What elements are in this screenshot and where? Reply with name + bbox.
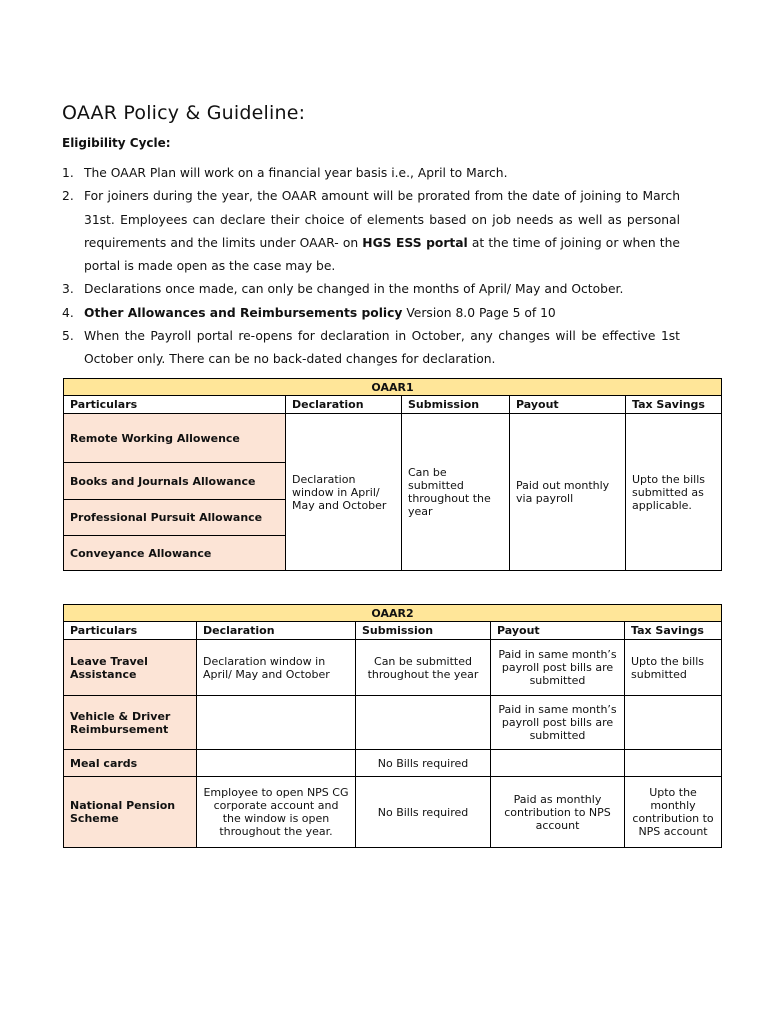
payout-cell: Paid out monthly via payroll [510,414,626,571]
column-header: Particulars [64,396,286,414]
list-number: 5. [62,329,74,344]
list-text: Version 8.0 Page 5 of 10 [402,305,556,320]
particular-cell: Leave Travel Assistance [64,640,197,696]
declaration-cell: Employee to open NPS CG corporate account and the window is open throughout the year. [197,777,356,848]
table-row [64,777,722,848]
particular-cell: Remote Working Allowence [64,414,286,463]
list-number: 1. [62,166,74,180]
submission-cell [356,696,491,750]
tax-savings-cell: Upto the monthly contribution to NPS account [625,777,722,848]
oaar2-table [63,604,722,848]
oaar1-title: OAAR1 [64,379,722,396]
list-item [62,185,680,278]
table-row [64,750,722,777]
particular-cell: Books and Journals Allowance [64,463,286,500]
list-item [62,302,680,325]
list-number: 3. [62,282,74,297]
declaration-cell: Declaration window in April/ May and October [197,640,356,696]
table-row [64,640,722,696]
submission-cell: No Bills required [356,777,491,848]
particular-cell: Vehicle & Driver Reimbursement [64,696,197,750]
list-item [62,325,680,372]
tax-savings-cell: Upto the bills submitted [625,640,722,696]
declaration-cell [197,750,356,777]
eligibility-heading: Eligibility Cycle: [62,136,171,150]
column-header: Submission [356,622,491,640]
list-item [62,162,680,185]
payout-cell [491,750,625,777]
submission-cell: Can be submitted throughout the year [356,640,491,696]
payout-cell: Paid as monthly contribution to NPS account [491,777,625,848]
eligibility-list [62,162,680,372]
column-header: Tax Savings [626,396,722,414]
list-item [62,278,680,301]
particular-cell: Conveyance Allowance [64,536,286,571]
column-header: Submission [402,396,510,414]
list-bold-text: HGS ESS portal [362,235,468,250]
payout-cell: Paid in same month’s payroll post bills are submitted [491,640,625,696]
oaar2-title: OAAR2 [64,605,722,622]
list-bold-text: Other Allowances and Reimbursements policy [84,305,403,320]
column-header: Particulars [64,622,197,640]
list-text: When the Payroll portal re-opens for declaration in October, any changes will be effective 1st October only. There can be no back-dated changes for declaration. [84,329,680,367]
tax-savings-cell: Upto the bills submitted as applicable. [626,414,722,571]
column-header: Declaration [197,622,356,640]
submission-cell: No Bills required [356,750,491,777]
list-text: For joiners during the year, the OAAR amount will be prorated from the date of joining to March 31st. Employees can declare their choice of elements based on job needs as well as personal requirements and the limits under OAAR- on [84,189,680,250]
payout-cell: Paid in same month’s payroll post bills are submitted [491,696,625,750]
list-text: Declarations once made, can only be changed in the months of April/ May and October. [84,282,624,297]
column-header: Tax Savings [625,622,722,640]
declaration-cell: Declaration window in April/ May and October [286,414,402,571]
list-text: The OAAR Plan will work on a financial year basis i.e., April to March. [84,166,508,180]
particular-cell: Meal cards [64,750,197,777]
list-text: at the time of joining or when the portal is made open as the case may be. [84,235,680,274]
list-number: 4. [62,305,74,320]
particular-cell: Professional Pursuit Allowance [64,500,286,536]
column-header: Payout [510,396,626,414]
declaration-cell [197,696,356,750]
submission-cell: Can be submitted throughout the year [402,414,510,571]
column-header: Declaration [286,396,402,414]
table-row [64,696,722,750]
page-title: OAAR Policy & Guideline: [62,102,306,124]
particular-cell: National Pension Scheme [64,777,197,848]
column-header: Payout [491,622,625,640]
tax-savings-cell [625,750,722,777]
tax-savings-cell [625,696,722,750]
oaar1-table [63,378,722,571]
list-number: 2. [62,189,74,204]
